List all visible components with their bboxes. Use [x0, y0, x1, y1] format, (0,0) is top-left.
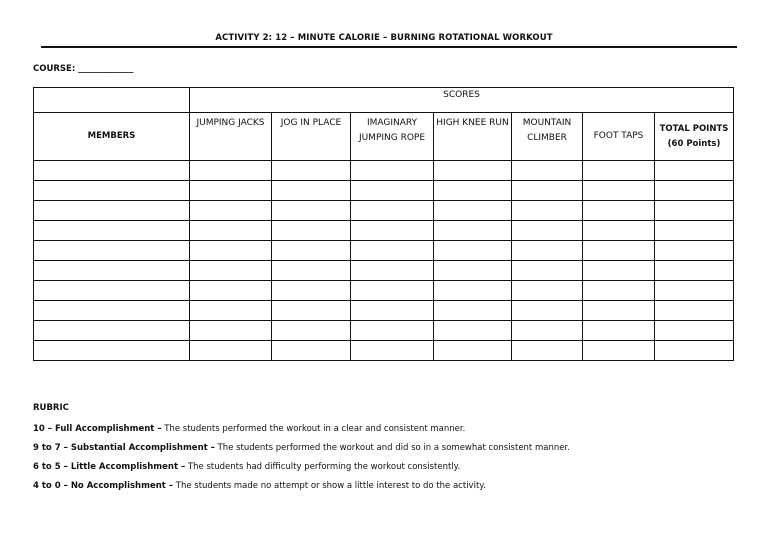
total-points-label: TOTAL POINTS — [659, 123, 729, 134]
member-name-cell[interactable] — [34, 261, 190, 281]
rubric-item: 10 – Full Accomplishment – The students performed the workout in a clear and consistent manner. — [33, 424, 466, 434]
score-cell[interactable] — [272, 301, 351, 321]
col-mountain-climber: MOUNTAIN CLIMBER — [512, 113, 583, 161]
score-cell[interactable] — [434, 241, 512, 261]
member-row — [34, 301, 734, 321]
member-name-cell[interactable] — [34, 221, 190, 241]
col-imaginary-jumping-rope: IMAGINARY JUMPING ROPE — [351, 113, 434, 161]
member-row — [34, 321, 734, 341]
score-cell[interactable] — [190, 261, 272, 281]
total-points-sub: (60 Points) — [667, 138, 721, 149]
score-cell[interactable] — [272, 341, 351, 361]
rubric-item: 4 to 0 – No Accomplishment – The students made no attempt or show a little interest to do the activity. — [33, 481, 486, 491]
score-cell[interactable] — [190, 341, 272, 361]
member-row — [34, 201, 734, 221]
score-cell[interactable] — [190, 301, 272, 321]
member-row — [34, 261, 734, 281]
score-cell[interactable] — [351, 221, 434, 241]
score-cell[interactable] — [655, 221, 734, 241]
score-cell[interactable] — [351, 281, 434, 301]
score-cell[interactable] — [655, 281, 734, 301]
score-cell[interactable] — [512, 241, 583, 261]
score-cell[interactable] — [272, 221, 351, 241]
score-cell[interactable] — [190, 181, 272, 201]
score-cell[interactable] — [351, 201, 434, 221]
member-name-cell[interactable] — [34, 321, 190, 341]
col-jumping-jacks: JUMPING JACKS — [190, 113, 272, 161]
member-name-cell[interactable] — [34, 161, 190, 181]
scores-label: SCORES — [190, 88, 734, 113]
score-cell[interactable] — [351, 261, 434, 281]
score-cell[interactable] — [583, 341, 655, 361]
score-cell[interactable] — [351, 301, 434, 321]
member-name-cell[interactable] — [34, 341, 190, 361]
score-cell[interactable] — [512, 221, 583, 241]
score-cell[interactable] — [351, 181, 434, 201]
score-cell[interactable] — [512, 321, 583, 341]
score-cell[interactable] — [655, 261, 734, 281]
score-cell[interactable] — [190, 161, 272, 181]
member-row — [34, 341, 734, 361]
score-cell[interactable] — [351, 321, 434, 341]
member-row — [34, 161, 734, 181]
score-cell[interactable] — [351, 161, 434, 181]
score-cell[interactable] — [583, 241, 655, 261]
score-cell[interactable] — [512, 161, 583, 181]
score-cell[interactable] — [272, 181, 351, 201]
scores-table — [33, 87, 734, 361]
score-cell[interactable] — [512, 261, 583, 281]
score-cell[interactable] — [512, 281, 583, 301]
member-row — [34, 181, 734, 201]
member-name-cell[interactable] — [34, 181, 190, 201]
member-row — [34, 221, 734, 241]
scores-header-row — [34, 88, 734, 113]
course-label: COURSE: _____________ — [33, 64, 134, 74]
score-cell[interactable] — [272, 281, 351, 301]
member-row — [34, 241, 734, 261]
member-name-cell[interactable] — [34, 281, 190, 301]
score-cell[interactable] — [272, 321, 351, 341]
rubric-item: 9 to 7 – Substantial Accomplishment – The students performed the workout and did so in a somewhat consistent manner. — [33, 443, 570, 453]
score-cell[interactable] — [190, 201, 272, 221]
score-cell[interactable] — [190, 241, 272, 261]
score-cell[interactable] — [434, 281, 512, 301]
column-header-row — [34, 113, 734, 161]
score-cell[interactable] — [655, 161, 734, 181]
members-header: MEMBERS — [34, 113, 190, 161]
score-cell[interactable] — [583, 161, 655, 181]
score-cell[interactable] — [655, 241, 734, 261]
score-cell[interactable] — [190, 281, 272, 301]
member-name-cell[interactable] — [34, 201, 190, 221]
score-cell[interactable] — [434, 181, 512, 201]
score-cell[interactable] — [583, 221, 655, 241]
score-cell[interactable] — [351, 241, 434, 261]
activity-title: ACTIVITY 2: 12 – MINUTE CALORIE – BURNING ROTATIONAL WORKOUT — [215, 33, 553, 43]
score-cell[interactable] — [190, 321, 272, 341]
score-cell[interactable] — [583, 181, 655, 201]
score-cell[interactable] — [190, 221, 272, 241]
member-rows — [34, 161, 734, 361]
score-cell[interactable] — [655, 341, 734, 361]
score-cell[interactable] — [434, 341, 512, 361]
score-cell[interactable] — [434, 301, 512, 321]
score-cell[interactable] — [583, 301, 655, 321]
member-row — [34, 281, 734, 301]
rubric — [33, 403, 570, 500]
score-cell[interactable] — [434, 221, 512, 241]
col-high-knee-run: HIGH KNEE RUN — [434, 113, 512, 161]
score-cell[interactable] — [272, 161, 351, 181]
score-cell[interactable] — [351, 341, 434, 361]
score-cell[interactable] — [583, 261, 655, 281]
score-cell[interactable] — [583, 281, 655, 301]
score-cell[interactable] — [272, 201, 351, 221]
col-foot-taps: FOOT TAPS — [583, 113, 655, 161]
score-cell[interactable] — [583, 201, 655, 221]
score-cell[interactable] — [512, 201, 583, 221]
score-cell[interactable] — [512, 301, 583, 321]
score-cell[interactable] — [434, 161, 512, 181]
score-cell[interactable] — [583, 321, 655, 341]
member-name-cell[interactable] — [34, 301, 190, 321]
score-cell[interactable] — [272, 241, 351, 261]
score-cell[interactable] — [655, 321, 734, 341]
header-blank-cell — [34, 88, 190, 113]
member-name-cell[interactable] — [34, 241, 190, 261]
score-cell[interactable] — [512, 341, 583, 361]
rubric-item: 6 to 5 – Little Accomplishment – The students had difficulty performing the workout consistently. — [33, 462, 461, 472]
col-total-points — [655, 113, 734, 161]
score-cell[interactable] — [434, 261, 512, 281]
score-cell[interactable] — [272, 261, 351, 281]
title-underline — [41, 46, 737, 48]
rubric-heading: RUBRIC — [33, 403, 69, 413]
score-cell[interactable] — [512, 181, 583, 201]
score-cell[interactable] — [434, 321, 512, 341]
score-cell[interactable] — [655, 181, 734, 201]
col-jog-in-place: JOG IN PLACE — [272, 113, 351, 161]
score-cell[interactable] — [655, 201, 734, 221]
score-cell[interactable] — [655, 301, 734, 321]
score-cell[interactable] — [434, 201, 512, 221]
